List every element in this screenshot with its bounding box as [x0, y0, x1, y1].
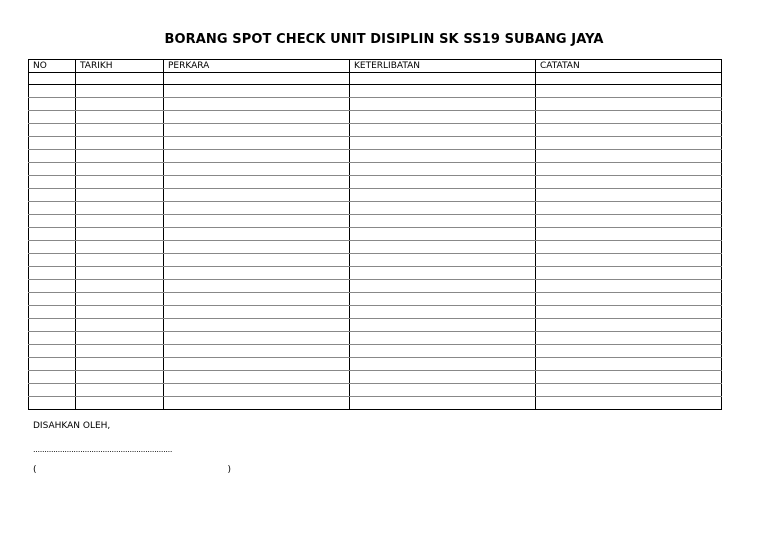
table-cell — [29, 163, 76, 176]
table-cell — [164, 215, 350, 228]
table-cell — [29, 384, 76, 397]
table-cell — [350, 215, 536, 228]
name-parentheses — [33, 465, 231, 475]
table-cell — [350, 85, 536, 98]
table-row — [29, 332, 722, 345]
table-cell — [164, 202, 350, 215]
table-cell — [164, 98, 350, 111]
table-cell — [29, 280, 76, 293]
table-cell — [536, 358, 722, 371]
table-cell — [164, 73, 350, 85]
table-cell — [164, 85, 350, 98]
table-cell — [76, 202, 164, 215]
header-catatan: CATATAN — [536, 60, 722, 73]
table-cell — [536, 371, 722, 384]
table-row — [29, 202, 722, 215]
table-row — [29, 319, 722, 332]
table-cell — [350, 254, 536, 267]
table-cell — [76, 306, 164, 319]
table-cell — [29, 306, 76, 319]
table-cell — [536, 189, 722, 202]
table-cell — [536, 345, 722, 358]
table-cell — [29, 371, 76, 384]
table-row — [29, 124, 722, 137]
table-cell — [536, 332, 722, 345]
table-cell — [164, 358, 350, 371]
header-no: NO — [29, 60, 76, 73]
table-cell — [536, 85, 722, 98]
table-row — [29, 293, 722, 306]
table-cell — [29, 150, 76, 163]
header-tarikh: TARIKH — [76, 60, 164, 73]
table-cell — [536, 267, 722, 280]
table-cell — [164, 254, 350, 267]
table-cell — [164, 319, 350, 332]
table-cell — [536, 384, 722, 397]
table-row — [29, 111, 722, 124]
table-cell — [76, 293, 164, 306]
table-cell — [164, 241, 350, 254]
table-row — [29, 280, 722, 293]
table-cell — [350, 306, 536, 319]
table-cell — [350, 202, 536, 215]
table-cell — [76, 267, 164, 280]
table-cell — [29, 267, 76, 280]
table-cell — [350, 189, 536, 202]
table-cell — [350, 176, 536, 189]
table-row — [29, 254, 722, 267]
table-cell — [76, 85, 164, 98]
table-cell — [164, 163, 350, 176]
table-cell — [29, 98, 76, 111]
table-cell — [536, 241, 722, 254]
open-paren: ( — [33, 465, 37, 475]
table-cell — [350, 345, 536, 358]
table-cell — [29, 124, 76, 137]
table-row — [29, 176, 722, 189]
table-cell — [76, 345, 164, 358]
table-cell — [536, 98, 722, 111]
table-cell — [350, 137, 536, 150]
table-cell — [536, 306, 722, 319]
header-perkara: PERKARA — [164, 60, 350, 73]
table-cell — [350, 384, 536, 397]
table-cell — [350, 228, 536, 241]
table-cell — [76, 163, 164, 176]
table-cell — [536, 137, 722, 150]
table-cell — [536, 150, 722, 163]
table-cell — [536, 124, 722, 137]
table-cell — [350, 150, 536, 163]
table-cell — [164, 332, 350, 345]
table-row — [29, 137, 722, 150]
table-row — [29, 85, 722, 98]
table-row — [29, 358, 722, 371]
table-cell — [76, 371, 164, 384]
table-cell — [536, 280, 722, 293]
table-cell — [29, 73, 76, 85]
table-cell — [29, 358, 76, 371]
table-row — [29, 189, 722, 202]
table-cell — [76, 124, 164, 137]
header-keterlibatan: KETERLIBATAN — [350, 60, 536, 73]
table-cell — [350, 98, 536, 111]
table-cell — [350, 293, 536, 306]
table-cell — [164, 150, 350, 163]
table-cell — [29, 345, 76, 358]
table-row — [29, 163, 722, 176]
table-cell — [350, 397, 536, 410]
table-cell — [76, 358, 164, 371]
table-cell — [29, 254, 76, 267]
table-cell — [536, 163, 722, 176]
table-header-row — [29, 60, 722, 73]
table-cell — [350, 124, 536, 137]
form-title: BORANG SPOT CHECK UNIT DISIPLIN SK SS19 SUBANG JAYA — [164, 32, 604, 47]
table-cell — [76, 176, 164, 189]
table-subheader-row — [29, 73, 722, 85]
table-row — [29, 150, 722, 163]
table-cell — [76, 98, 164, 111]
table-cell — [76, 254, 164, 267]
table-cell — [29, 176, 76, 189]
table-cell — [76, 241, 164, 254]
table-cell — [536, 176, 722, 189]
table-cell — [29, 397, 76, 410]
table-cell — [350, 163, 536, 176]
table-cell — [76, 319, 164, 332]
table-cell — [76, 137, 164, 150]
table-cell — [350, 241, 536, 254]
table-cell — [76, 150, 164, 163]
table-cell — [164, 280, 350, 293]
table-cell — [164, 267, 350, 280]
table-cell — [29, 111, 76, 124]
table-cell — [76, 73, 164, 85]
table-row — [29, 384, 722, 397]
table-cell — [350, 319, 536, 332]
table-cell — [164, 124, 350, 137]
table-cell — [536, 202, 722, 215]
table-cell — [29, 85, 76, 98]
table-row — [29, 371, 722, 384]
table-cell — [29, 319, 76, 332]
spot-check-table — [28, 59, 722, 410]
table-cell — [76, 280, 164, 293]
table-cell — [76, 332, 164, 345]
table-cell — [536, 111, 722, 124]
table-cell — [29, 215, 76, 228]
table-row — [29, 267, 722, 280]
table-cell — [76, 111, 164, 124]
table-cell — [29, 332, 76, 345]
table-row — [29, 98, 722, 111]
table-cell — [76, 228, 164, 241]
table-row — [29, 306, 722, 319]
table-cell — [164, 371, 350, 384]
table-cell — [29, 202, 76, 215]
table-cell — [76, 215, 164, 228]
table-cell — [350, 358, 536, 371]
table-cell — [164, 293, 350, 306]
signature-line: .............................................................. — [33, 445, 173, 454]
table-cell — [350, 73, 536, 85]
table-cell — [76, 189, 164, 202]
table-cell — [164, 111, 350, 124]
table-row — [29, 345, 722, 358]
table-cell — [350, 280, 536, 293]
table-row — [29, 397, 722, 410]
table-cell — [29, 228, 76, 241]
table-cell — [29, 241, 76, 254]
table-cell — [164, 228, 350, 241]
table-cell — [164, 137, 350, 150]
table-cell — [29, 189, 76, 202]
table-cell — [164, 306, 350, 319]
table-cell — [164, 189, 350, 202]
table-body — [29, 85, 722, 410]
table-row — [29, 241, 722, 254]
table-cell — [536, 228, 722, 241]
table-cell — [164, 397, 350, 410]
table-cell — [164, 345, 350, 358]
table-cell — [76, 397, 164, 410]
close-paren: ) — [227, 465, 231, 475]
table-cell — [29, 293, 76, 306]
table-cell — [164, 176, 350, 189]
table-cell — [29, 137, 76, 150]
approved-by-label: DISAHKAN OLEH, — [33, 421, 111, 431]
table-cell — [536, 215, 722, 228]
table-cell — [536, 319, 722, 332]
table-row — [29, 228, 722, 241]
table-row — [29, 215, 722, 228]
table-cell — [350, 267, 536, 280]
table-cell — [536, 254, 722, 267]
table-cell — [536, 293, 722, 306]
table-cell — [350, 332, 536, 345]
table-cell — [536, 397, 722, 410]
table-cell — [536, 73, 722, 85]
table-cell — [350, 371, 536, 384]
table-cell — [350, 111, 536, 124]
table-cell — [164, 384, 350, 397]
table-cell — [76, 384, 164, 397]
